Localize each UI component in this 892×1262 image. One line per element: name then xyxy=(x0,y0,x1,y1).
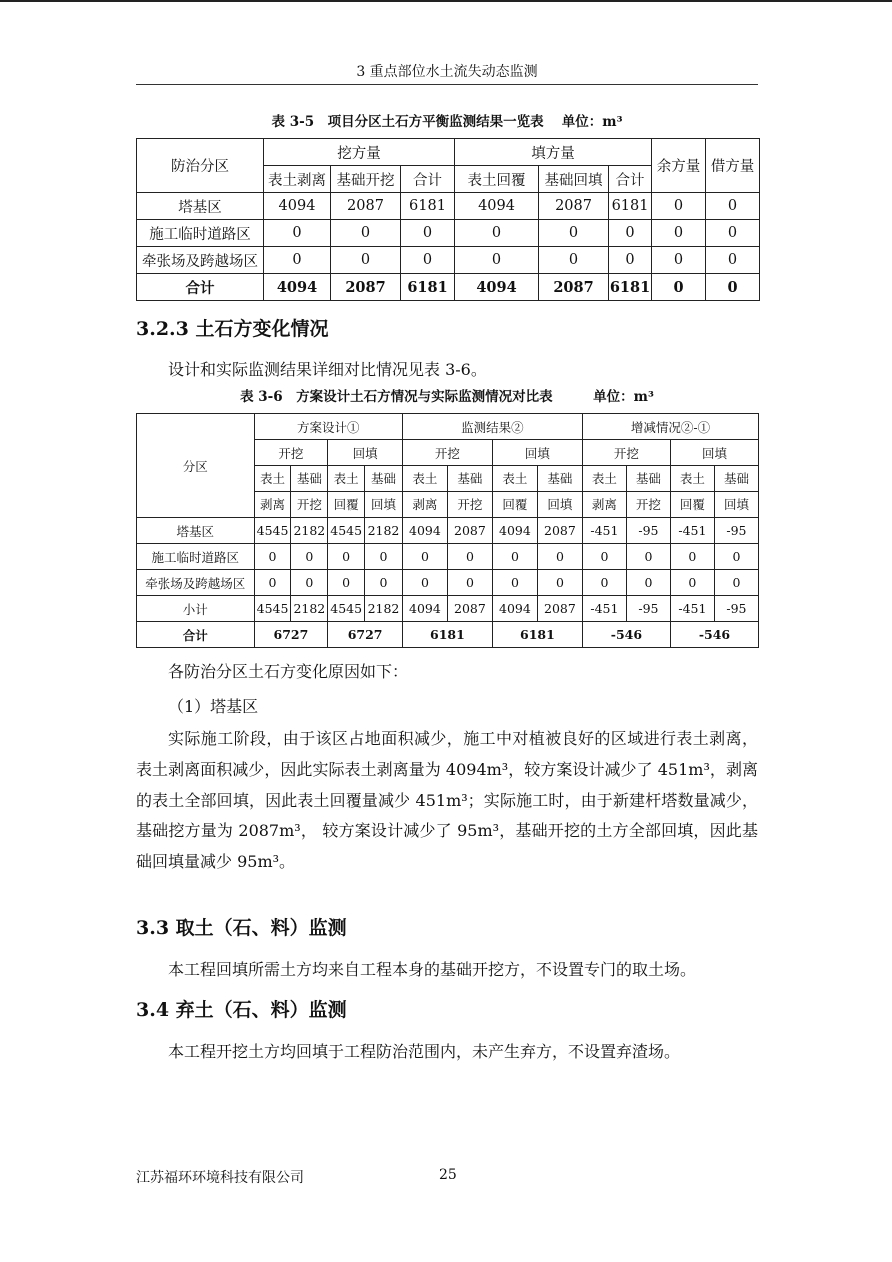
t2-leaf-header: 基础 xyxy=(291,466,328,492)
table-cell: 0 xyxy=(455,247,539,274)
t2-subheader: 开挖 xyxy=(254,440,328,466)
table-cell: 4094 xyxy=(492,518,537,544)
total-row xyxy=(137,274,760,301)
t2-leaf-header: 基础 xyxy=(714,466,758,492)
t2-leaf-header: 基础 xyxy=(447,466,492,492)
table-cell: 0 xyxy=(539,220,609,247)
table-cell: 4094 xyxy=(402,518,447,544)
table-cell: 0 xyxy=(670,544,714,570)
table-cell: -95 xyxy=(714,518,758,544)
table-cell: 2087 xyxy=(537,596,582,622)
table-cell: 6181 xyxy=(609,193,652,220)
t2-subheader: 回填 xyxy=(670,440,758,466)
analysis-item-1: （1）塔基区 xyxy=(168,697,259,716)
table-cell: 2087 xyxy=(539,193,609,220)
t2-leaf-header: 表土 xyxy=(492,466,537,492)
t2-leaf-header: 基础 xyxy=(537,466,582,492)
table-cell: 4545 xyxy=(328,596,365,622)
total-label: 合计 xyxy=(137,274,264,301)
table-cell: 0 xyxy=(609,247,652,274)
zone-name: 施工临时道路区 xyxy=(137,544,255,570)
table-cell: 2087 xyxy=(331,274,401,301)
table-cell: 6181 xyxy=(492,622,582,648)
table-cell: 4545 xyxy=(254,596,291,622)
table-cell: 0 xyxy=(714,570,758,596)
table-cell: 0 xyxy=(582,570,626,596)
table-cell: 0 xyxy=(447,544,492,570)
table-cell: 4545 xyxy=(254,518,291,544)
table-cell: 0 xyxy=(264,220,331,247)
table-row xyxy=(137,193,760,220)
table-row xyxy=(137,570,759,596)
table-cell: 0 xyxy=(401,220,455,247)
table-cell: -95 xyxy=(714,596,758,622)
total-row xyxy=(137,622,759,648)
table-row xyxy=(137,544,759,570)
table-3-6-caption: 表 3-6 方案设计土石方情况与实际监测情况对比表 单位：m³ xyxy=(240,389,654,405)
table-3-5-caption: 表 3-5 项目分区土石方平衡监测结果一览表 单位：m³ xyxy=(271,114,623,130)
table-cell: 0 xyxy=(652,193,706,220)
table-cell: 2087 xyxy=(539,274,609,301)
t1-subheader: 表土回覆 xyxy=(455,166,539,193)
table-cell: 0 xyxy=(652,247,706,274)
t2-leaf-header: 剥离 xyxy=(582,492,626,518)
footer-company: 江苏福环环境科技有限公司 xyxy=(136,1170,304,1186)
table-cell: 0 xyxy=(447,570,492,596)
table-cell: 0 xyxy=(706,220,760,247)
table-cell: 0 xyxy=(365,544,403,570)
t2-leaf-header: 回覆 xyxy=(492,492,537,518)
t2-header-group-monitor: 监测结果② xyxy=(402,414,582,440)
table-cell: 0 xyxy=(291,570,328,596)
t2-leaf-header: 回填 xyxy=(365,492,403,518)
zone-name: 施工临时道路区 xyxy=(137,220,264,247)
t1-subheader: 基础回填 xyxy=(539,166,609,193)
t2-leaf-header: 开挖 xyxy=(626,492,670,518)
table-cell: 0 xyxy=(609,220,652,247)
analysis-paragraph: 实际施工阶段，由于该区占地面积减少，施工中对植被良好的区域进行表土剥离，表土剥离面积减少，因此实际表土剥离量为 4094m³，较方案设计减少了 451m³，剥离的表土全部回填，因此表土回覆量减少 451m³；实际施工时，由于新建杆塔数量减少，基础挖方量为 2087m³， 较方案设计减少了 95m³，基础开挖的土方全部回填，因此基础回填量减少 95m³。 xyxy=(136,729,758,872)
t2-leaf-header: 剥离 xyxy=(254,492,291,518)
table-cell: 2182 xyxy=(365,518,403,544)
table-cell: 0 xyxy=(706,247,760,274)
table-cell: 0 xyxy=(652,274,706,301)
t1-header-surplus: 余方量 xyxy=(652,139,706,193)
table-cell: 0 xyxy=(626,544,670,570)
t2-header-group-change: 增减情况②-① xyxy=(582,414,758,440)
section-3-3-text: 本工程回填所需土方均来自工程本身的基础开挖方，不设置专门的取土场。 xyxy=(168,960,697,979)
header-rule xyxy=(136,84,758,85)
t1-subheader: 基础开挖 xyxy=(331,166,401,193)
table-cell: -451 xyxy=(670,596,714,622)
table-3-5 xyxy=(136,138,760,301)
table-cell: 0 xyxy=(264,247,331,274)
table-row xyxy=(137,247,760,274)
t2-leaf-header: 表土 xyxy=(402,466,447,492)
table-cell: 0 xyxy=(291,544,328,570)
table-cell: 0 xyxy=(582,544,626,570)
table-cell: 0 xyxy=(331,247,401,274)
table-cell: 6727 xyxy=(328,622,403,648)
table-cell: 0 xyxy=(492,544,537,570)
table-row xyxy=(137,596,759,622)
t1-header-zone: 防治分区 xyxy=(137,139,264,193)
t2-subheader: 开挖 xyxy=(582,440,670,466)
table-cell: 4094 xyxy=(492,596,537,622)
t2-leaf-header: 开挖 xyxy=(447,492,492,518)
zone-name: 牵张场及跨越场区 xyxy=(137,247,264,274)
table-cell: 6181 xyxy=(401,193,455,220)
table-cell: 2087 xyxy=(331,193,401,220)
section-3-2-3-intro: 设计和实际监测结果详细对比情况见表 3-6。 xyxy=(168,360,487,379)
t2-leaf-header: 回填 xyxy=(537,492,582,518)
table-cell: 0 xyxy=(455,220,539,247)
table-cell: 0 xyxy=(652,220,706,247)
section-3-4-title: 3.4 弃土（石、料）监测 xyxy=(136,999,347,1021)
table-cell: 0 xyxy=(539,247,609,274)
t2-leaf-header: 回覆 xyxy=(328,492,365,518)
t2-leaf-header: 表土 xyxy=(670,466,714,492)
table-cell: -451 xyxy=(582,596,626,622)
table-cell: 6727 xyxy=(254,622,328,648)
t1-subheader: 合计 xyxy=(401,166,455,193)
table-cell: -451 xyxy=(670,518,714,544)
table-3-6 xyxy=(136,413,759,648)
t2-leaf-header: 回填 xyxy=(714,492,758,518)
t2-leaf-header: 基础 xyxy=(626,466,670,492)
table-cell: 2182 xyxy=(291,518,328,544)
t1-header-borrow: 借方量 xyxy=(706,139,760,193)
t2-leaf-header: 剥离 xyxy=(402,492,447,518)
section-3-2-3-title: 3.2.3 土石方变化情况 xyxy=(136,318,329,340)
table-cell: 0 xyxy=(537,570,582,596)
table-cell: -546 xyxy=(670,622,758,648)
zone-name: 小计 xyxy=(137,596,255,622)
table-cell: 2182 xyxy=(291,596,328,622)
t2-leaf-header: 表土 xyxy=(582,466,626,492)
t1-subheader: 合计 xyxy=(609,166,652,193)
t2-leaf-header: 基础 xyxy=(365,466,403,492)
table-cell: 0 xyxy=(706,274,760,301)
table-cell: 0 xyxy=(670,570,714,596)
t2-subheader: 开挖 xyxy=(402,440,492,466)
zone-name: 牵张场及跨越场区 xyxy=(137,570,255,596)
table-cell: 0 xyxy=(714,544,758,570)
page-top-border xyxy=(0,0,892,2)
table-cell: 4094 xyxy=(264,274,331,301)
table-cell: 2087 xyxy=(447,518,492,544)
table-cell: 0 xyxy=(492,570,537,596)
table-cell: 2087 xyxy=(447,596,492,622)
table-cell: -451 xyxy=(582,518,626,544)
table-cell: 0 xyxy=(331,220,401,247)
table-cell: -546 xyxy=(582,622,670,648)
t2-header-group-design: 方案设计① xyxy=(254,414,402,440)
table-cell: 0 xyxy=(706,193,760,220)
table-cell: -95 xyxy=(626,518,670,544)
zone-name: 塔基区 xyxy=(137,193,264,220)
table-cell: 0 xyxy=(626,570,670,596)
table-cell: 0 xyxy=(254,570,291,596)
table-cell: 6181 xyxy=(402,622,492,648)
table-cell: -95 xyxy=(626,596,670,622)
table-cell: 0 xyxy=(401,247,455,274)
table-cell: 4094 xyxy=(455,193,539,220)
table-cell: 4094 xyxy=(264,193,331,220)
zone-name: 塔基区 xyxy=(137,518,255,544)
table-cell: 2087 xyxy=(537,518,582,544)
table-cell: 0 xyxy=(328,570,365,596)
t2-subheader: 回填 xyxy=(328,440,403,466)
table-cell: 4094 xyxy=(402,596,447,622)
analysis-intro: 各防治分区土石方变化原因如下： xyxy=(168,662,409,681)
table-row xyxy=(137,518,759,544)
table-cell: 0 xyxy=(537,544,582,570)
table-cell: 2182 xyxy=(365,596,403,622)
total-label: 合计 xyxy=(137,622,255,648)
section-3-3-title: 3.3 取土（石、料）监测 xyxy=(136,917,347,939)
table-cell: 0 xyxy=(365,570,403,596)
table-cell: 0 xyxy=(328,544,365,570)
table-cell: 4545 xyxy=(328,518,365,544)
t2-leaf-header: 回覆 xyxy=(670,492,714,518)
table-cell: 6181 xyxy=(609,274,652,301)
table-cell: 4094 xyxy=(455,274,539,301)
t1-header-fill: 填方量 xyxy=(455,139,652,166)
running-header: 3 重点部位水土流失动态监测 xyxy=(356,64,538,80)
table-cell: 6181 xyxy=(401,274,455,301)
t2-leaf-header: 开挖 xyxy=(291,492,328,518)
t2-leaf-header: 表土 xyxy=(254,466,291,492)
t1-subheader: 表土剥离 xyxy=(264,166,331,193)
table-cell: 0 xyxy=(402,544,447,570)
t2-header-zone: 分区 xyxy=(137,414,255,518)
table-row xyxy=(137,220,760,247)
t1-header-dig: 挖方量 xyxy=(264,139,455,166)
page-number: 25 xyxy=(439,1167,457,1183)
t2-subheader: 回填 xyxy=(492,440,582,466)
section-3-4-text: 本工程开挖土方均回填于工程防治范围内，未产生弃方，不设置弃渣场。 xyxy=(168,1042,681,1061)
t2-leaf-header: 表土 xyxy=(328,466,365,492)
table-cell: 0 xyxy=(402,570,447,596)
table-cell: 0 xyxy=(254,544,291,570)
